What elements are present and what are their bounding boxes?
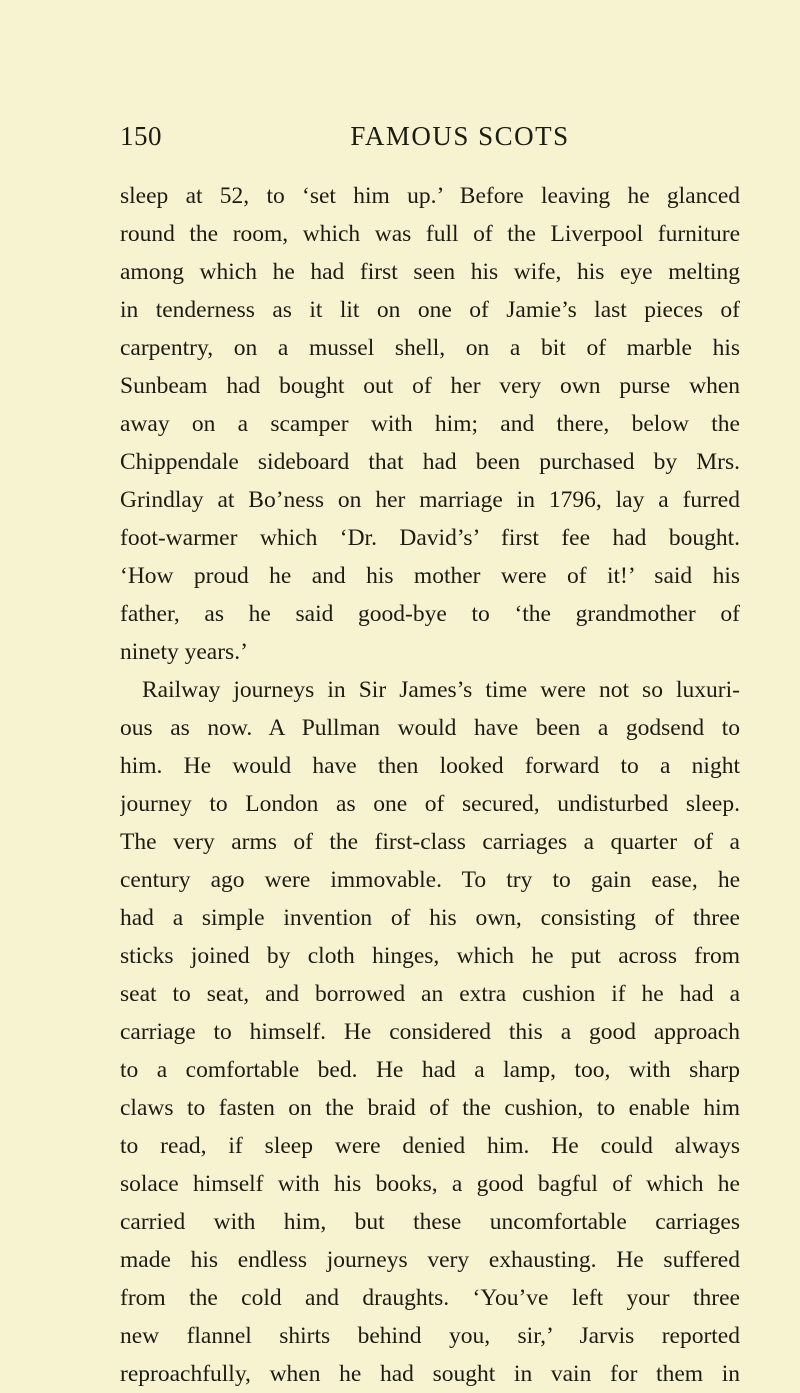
text-line: journey to London as one of secured, undisturbed sleep. <box>120 791 740 817</box>
text-line: made his endless journeys very exhausting. He suffered <box>120 1247 740 1273</box>
text-line: from the cold and draughts. ‘You’ve left your three <box>120 1285 740 1311</box>
text-line: new flannel shirts behind you, sir,’ Jarvis reported <box>120 1323 740 1349</box>
text-line: him. He would have then looked forward to a night <box>120 753 740 779</box>
text-line: foot-warmer which ‘Dr. David’s’ first fee had bought. <box>120 525 740 551</box>
body-text <box>120 177 740 1393</box>
paragraph-end-line: ninety years.’ <box>120 639 248 665</box>
text-line: ous as now. A Pullman would have been a godsend to <box>120 715 740 741</box>
text-line: had a simple invention of his own, consisting of three <box>120 905 740 931</box>
text-line: among which he had first seen his wife, his eye melting <box>120 259 740 285</box>
text-line: round the room, which was full of the Liverpool furniture <box>120 221 740 247</box>
text-line: Sunbeam had bought out of her very own purse when <box>120 373 740 399</box>
text-line: away on a scamper with him; and there, below the <box>120 411 740 437</box>
text-line: father, as he said good-bye to ‘the grandmother of <box>120 601 740 627</box>
text-line: Grindlay at Bo’ness on her marriage in 1796, lay a furred <box>120 487 740 513</box>
text-line: century ago were immovable. To try to gain ease, he <box>120 867 740 893</box>
page-number: 150 <box>120 121 162 151</box>
text-line: claws to fasten on the braid of the cushion, to enable him <box>120 1095 740 1121</box>
text-line: Chippendale sideboard that had been purchased by Mrs. <box>120 449 740 475</box>
text-line: to a comfortable bed. He had a lamp, too, with sharp <box>120 1057 740 1083</box>
text-line: solace himself with his books, a good bagful of which he <box>120 1171 740 1197</box>
text-line: seat to seat, and borrowed an extra cushion if he had a <box>120 981 740 1007</box>
text-line: carpentry, on a mussel shell, on a bit of marble his <box>120 335 740 361</box>
running-head-title: FAMOUS SCOTS <box>350 121 570 151</box>
text-line: reproachfully, when he had sought in vain for them in <box>120 1361 740 1387</box>
text-line: sticks joined by cloth hinges, which he put across from <box>120 943 740 969</box>
text-line: in tenderness as it lit on one of Jamie’s last pieces of <box>120 297 740 323</box>
text-line: to read, if sleep were denied him. He could always <box>120 1133 740 1159</box>
paragraph-start-line: Railway journeys in Sir James’s time were not so luxuri- <box>142 677 740 703</box>
running-head <box>120 121 740 161</box>
text-line: The very arms of the first-class carriages a quarter of a <box>120 829 740 855</box>
text-line: carriage to himself. He considered this a good approach <box>120 1019 740 1045</box>
text-line: carried with him, but these uncomfortable carriages <box>120 1209 740 1235</box>
text-line: ‘How proud he and his mother were of it!’ said his <box>120 563 740 589</box>
text-line: sleep at 52, to ‘set him up.’ Before leaving he glanced <box>120 183 740 209</box>
